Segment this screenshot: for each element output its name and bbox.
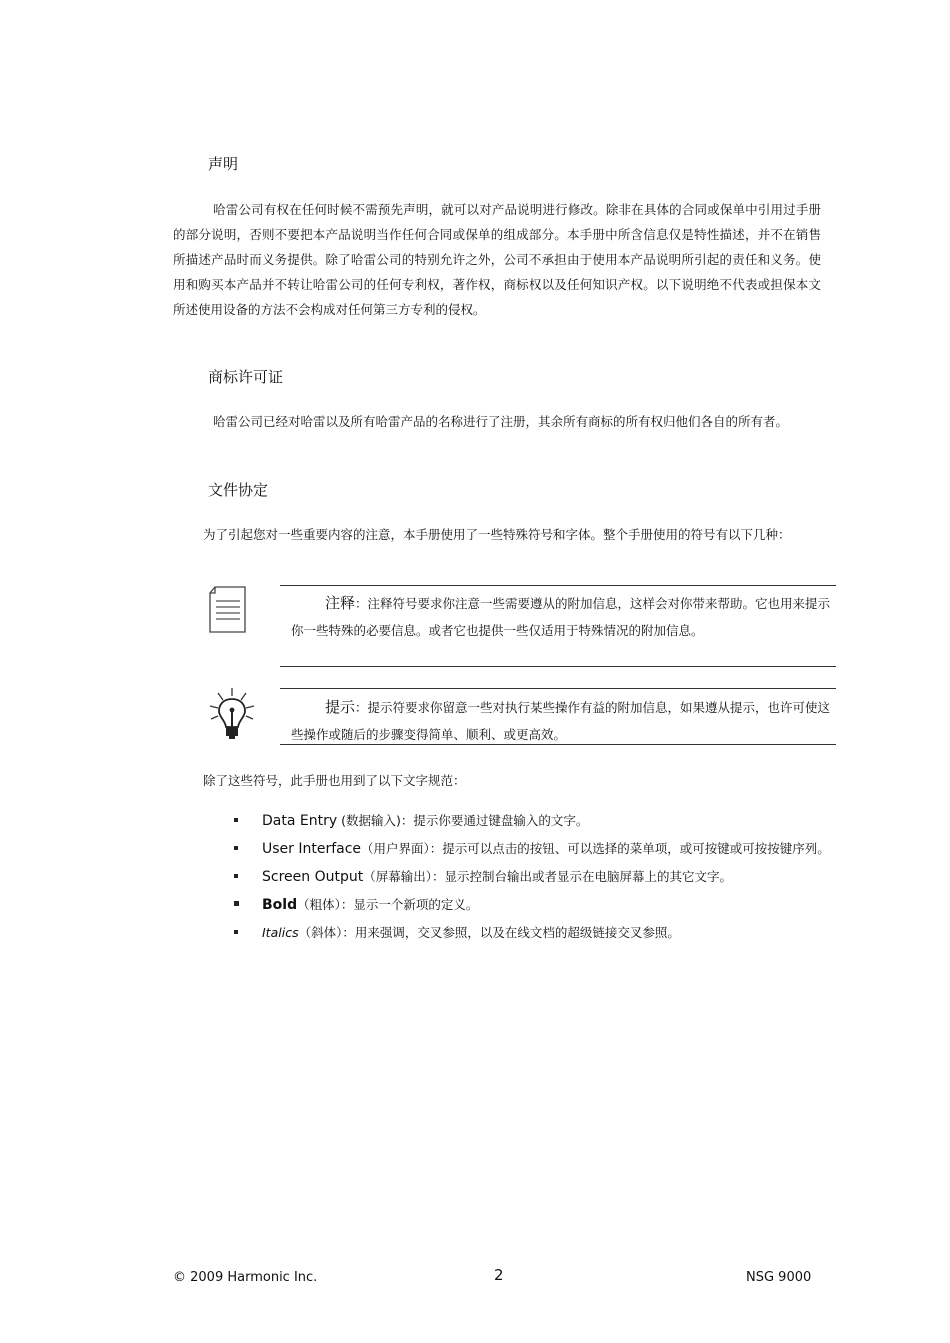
bullet-icon [234, 846, 238, 850]
item-desc: (数据输入)：提示你要通过键盘输入的文字。 [337, 813, 589, 828]
list-item [232, 863, 832, 891]
tip-text: ：提示符要求你留意一些对执行某些操作有益的附加信息，如果遵从提示，也许可使这些操作或随后的步骤变得简单、顺利、或更高效。 [291, 700, 831, 742]
note-bottom-rule [280, 666, 836, 667]
item-label: Italics [262, 925, 299, 940]
tip-top-rule [280, 688, 836, 689]
footer-page-number: 2 [494, 1266, 504, 1284]
item-label: Bold [262, 897, 298, 913]
trademark-text: 哈雷公司已经对哈雷以及所有哈雷产品的名称进行了注册，其余所有商标的所有权归他们各自的所有者。 [213, 414, 789, 429]
disclaimer-text: 哈雷公司有权在任何时候不需预先声明，就可以对产品说明进行修改。除非在具体的合同或保单中引用过手册的部分说明，否则不要把本产品说明当作任何合同或保单的组成部分。本手册中所含信息仅是特性描述，并不在销售所描述产品时而义务提供。除了哈雷公司的特别允许之外，公司不承担由于使用本产品说明所引起的责任和义务。使用和购买本产品并不转让哈雷公司的任何专利权，著作权，商标权以及任何知识产权。以下说明绝不代表或担保本文所述使用设备的方法不会构成对任何第三方专利的侵权。 [173, 202, 821, 317]
disclaimer-heading: 声明 [208, 155, 239, 173]
item-desc: （斜体）：用来强调，交叉参照，以及在线文档的超级链接交叉参照。 [298, 925, 680, 940]
note-text: ：注释符号要求你注意一些需要遵从的附加信息，这样会对你带来帮助。它也用来提示你一些特殊的必要信息。或者它也提供一些仅适用于特殊情况的附加信息。 [291, 596, 831, 638]
tip-callout [291, 694, 831, 748]
note-term: 注释 [325, 594, 356, 612]
list-intro: 除了这些符号，此手册也用到了以下文字规范： [203, 773, 466, 788]
conventions-heading: 文件协定 [208, 481, 269, 499]
footer-product: NSG 9000 [746, 1270, 812, 1285]
item-desc: （用户界面）：提示可以点击的按钮、可以选择的菜单项，或可按键或可按按键序列。 [361, 841, 830, 856]
trademark-paragraph [173, 409, 821, 434]
bullet-icon [234, 874, 238, 878]
list-item [232, 919, 832, 946]
item-desc: （屏幕输出）：显示控制台输出或者显示在电脑屏幕上的其它文字。 [363, 869, 732, 884]
lightbulb-icon [208, 687, 256, 745]
note-top-rule [280, 585, 836, 586]
conventions-intro-text: 为了引起您对一些重要内容的注意，本手册使用了一些特殊符号和字体。整个手册使用的符号有以下几种： [203, 527, 791, 542]
list-item [232, 807, 832, 835]
item-label: Data Entry [262, 813, 338, 829]
conventions-list [232, 807, 832, 946]
item-label: Screen Output [262, 869, 364, 885]
disclaimer-paragraph [173, 197, 821, 322]
list-item [232, 891, 832, 919]
trademark-heading: 商标许可证 [208, 368, 284, 386]
note-document-icon [207, 585, 249, 639]
item-label: User Interface [262, 841, 362, 857]
tip-bottom-rule [280, 744, 836, 745]
list-item [232, 835, 832, 863]
footer-copyright: © 2009 Harmonic Inc. [173, 1270, 318, 1285]
tip-term: 提示 [325, 698, 356, 716]
conventions-intro [173, 522, 821, 547]
bullet-icon [234, 818, 238, 822]
bullet-icon [234, 930, 238, 934]
note-callout [291, 590, 831, 644]
item-desc: （粗体）：显示一个新项的定义。 [297, 897, 479, 912]
bullet-icon [234, 901, 239, 906]
